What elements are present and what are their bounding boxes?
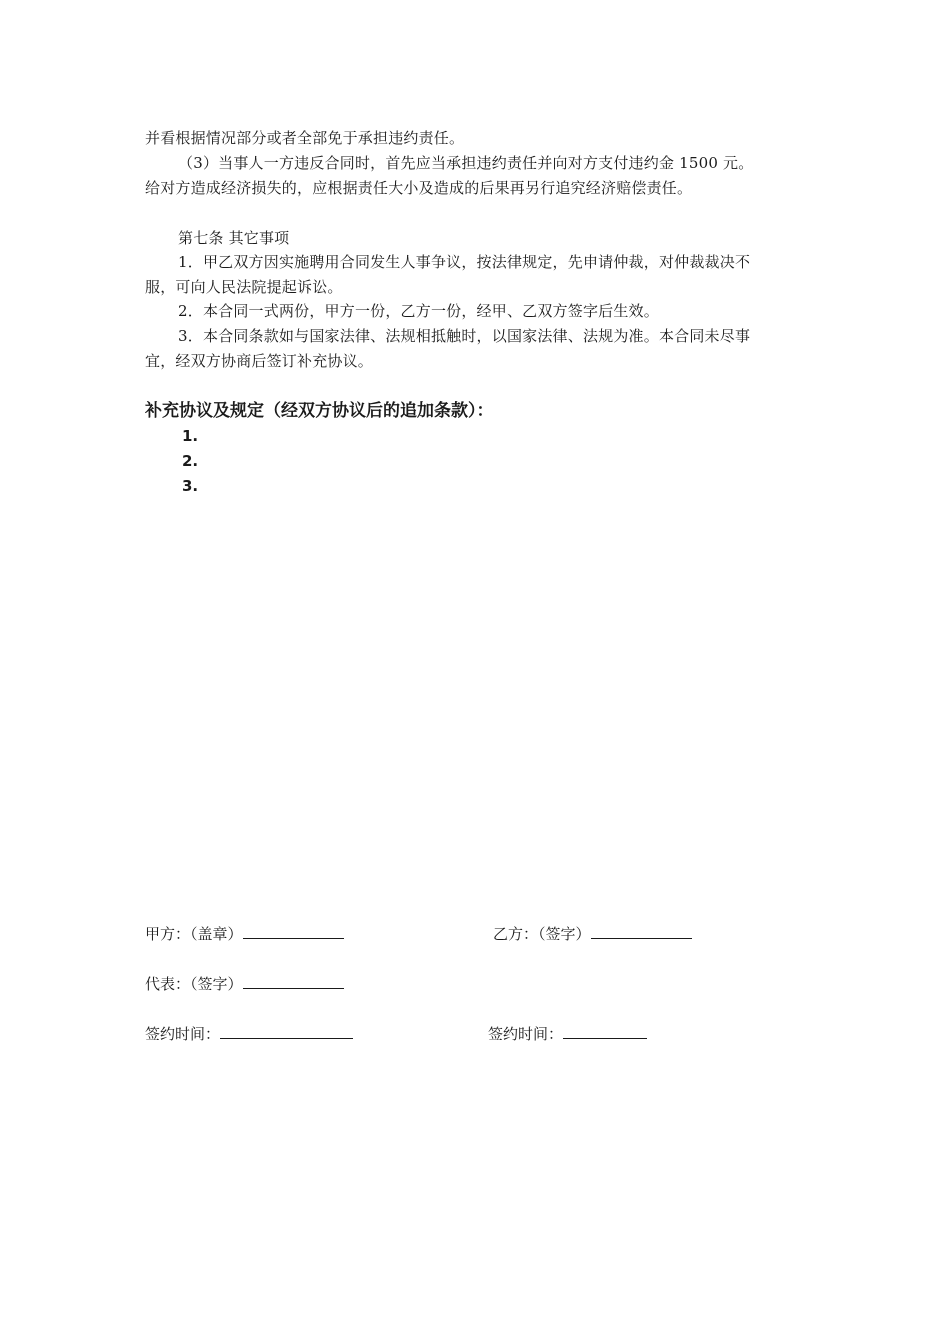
party-b-signature-line (493, 923, 692, 944)
clause-text-line: （3）当事人一方违反合同时，首先应当承担违约责任并向对方支付违约金 1500 元。 (178, 154, 754, 172)
clause-text-line: 2．本合同一式两份，甲方一份，乙方一份，经甲、乙双方签字后生效。 (178, 302, 659, 320)
representative-signature-blank[interactable] (243, 973, 344, 989)
party-b-signature-blank[interactable] (591, 923, 692, 939)
supplement-item-1: 1. (182, 427, 199, 445)
clause-text-line: 服，可向人民法院提起诉讼。 (145, 278, 343, 296)
party-b-date-line (488, 1023, 647, 1044)
clause-text-line: 宜，经双方协商后签订补充协议。 (145, 352, 374, 370)
party-a-date-blank[interactable] (220, 1023, 353, 1039)
party-b-date-blank[interactable] (563, 1023, 647, 1039)
party-a-label: 甲方：（盖章） (145, 925, 243, 943)
party-a-date-label: 签约时间： (145, 1025, 221, 1043)
supplement-item-3: 3. (182, 477, 199, 495)
party-b-label: 乙方：（签字） (493, 925, 591, 943)
supplement-heading: 补充协议及规定（经双方协议后的追加条款）： (145, 401, 494, 421)
clause-text-line: 3．本合同条款如与国家法律、法规相抵触时，以国家法律、法规为准。本合同未尽事 (178, 327, 751, 345)
party-b-date-label: 签约时间： (488, 1025, 564, 1043)
party-a-signature-line (145, 923, 344, 944)
representative-signature-line (145, 973, 344, 994)
clause-text-line: 1．甲乙双方因实施聘用合同发生人事争议，按法律规定，先申请仲裁，对仲裁裁决不 (178, 253, 751, 271)
representative-label: 代表：（签字） (145, 975, 243, 993)
party-a-date-line (145, 1023, 353, 1044)
clause-text-line: 并看根据情况部分或者全部免于承担违约责任。 (145, 129, 465, 147)
supplement-item-2: 2. (182, 452, 199, 470)
clause-text-line: 给对方造成经济损失的，应根据责任大小及造成的后果再另行追究经济赔偿责任。 (145, 179, 693, 197)
article-seven-title: 第七条 其它事项 (178, 229, 290, 247)
party-a-seal-blank[interactable] (243, 923, 344, 939)
